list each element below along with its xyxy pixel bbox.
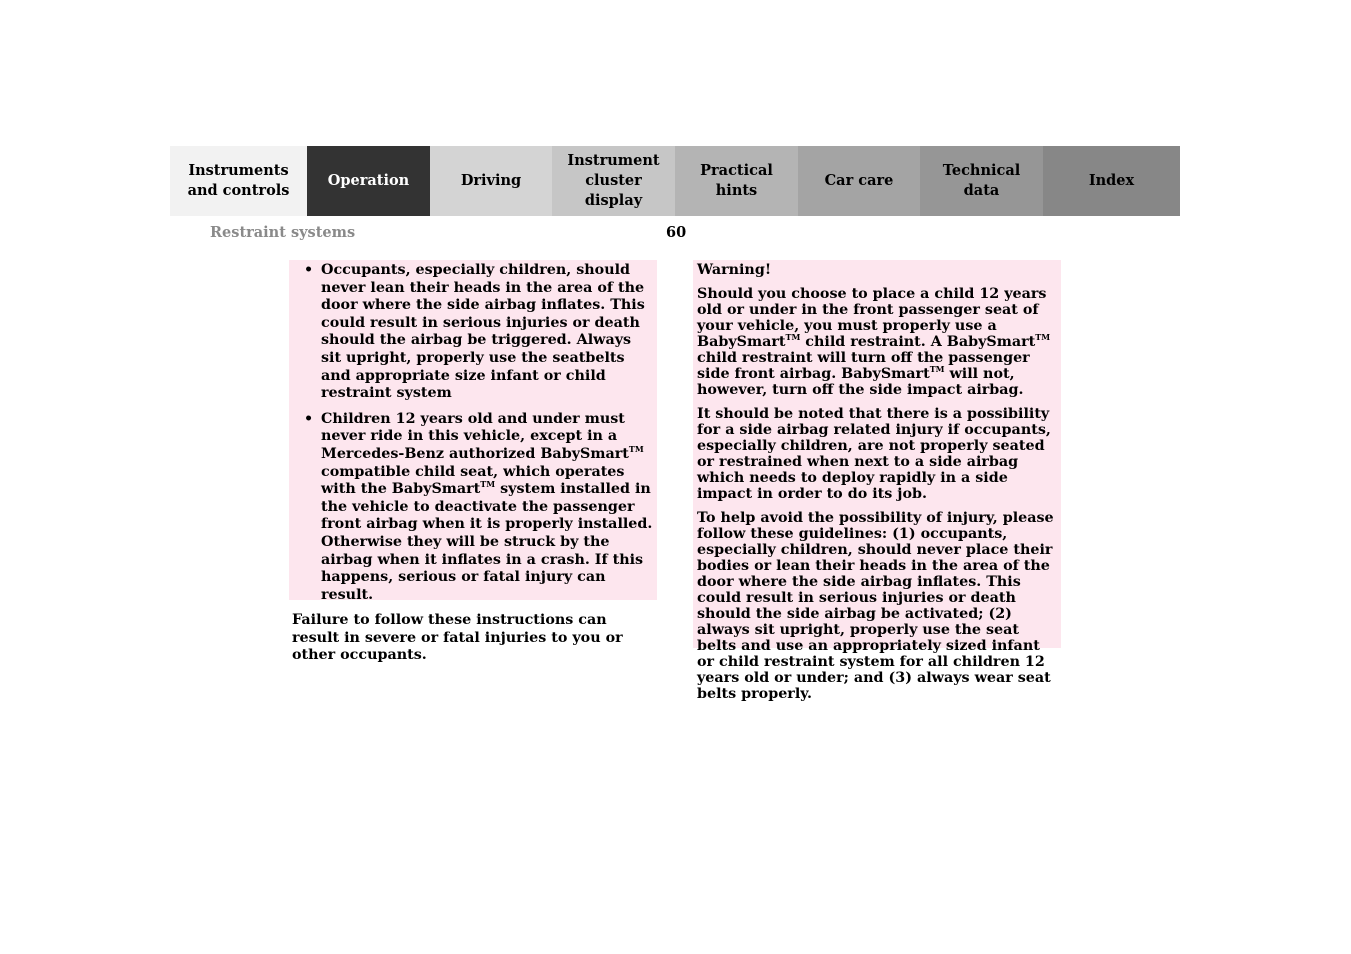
tab-operation[interactable] xyxy=(307,146,430,216)
warning-paragraph-3: To help avoid the possibility of injury, please follow these guidelines: (1) occupants, especially children, should never place their bodies or lean their heads in the area of the door where the side airbag inflates. This could result in serious injuries or death should the side airbag be activated; (2) always sit upright, properly use the seat belts and use an appropriately sized infant or child restraint system for all children 12 years old or under; and (3) always wear seat belts properly. xyxy=(697,510,1054,702)
warning-heading: Warning! xyxy=(697,262,772,278)
section-title: Restraint systems xyxy=(210,224,356,241)
tab-instruments-and-controls[interactable] xyxy=(170,146,307,216)
text-run: system installed in the vehicle to deactivate the passenger front airbag when it is properly installed. Otherwise they will be struck by the airbag when it inflates in a crash. If this happens, serious or fatal injury can result. xyxy=(321,481,653,603)
tab-technical-data[interactable] xyxy=(920,146,1043,216)
warning-paragraph-2: It should be noted that there is a possibility for a side airbag related injury if occupants, especially children, are not properly seated or restrained when next to a side airbag which needs to deploy rapidly in a side impact in order to do its job. xyxy=(697,406,1051,502)
right-warning-box xyxy=(693,260,1061,702)
tab-label: Operation xyxy=(327,172,410,189)
text-run: Should you choose to place a child 12 years old or under in the front passenger seat of your vehicle, you must properly use a BabySmart xyxy=(697,286,1047,350)
text-run: compatible child seat, which operates with the BabySmart xyxy=(321,463,625,498)
tab-driving[interactable] xyxy=(430,146,552,216)
list-item xyxy=(292,262,653,403)
tab-label: Index xyxy=(1088,172,1135,189)
trademark-mark: TM xyxy=(929,364,945,374)
chapter-tab-bar xyxy=(170,146,1180,216)
text-run: child restraint will turn off the passenger side front airbag. BabySmart xyxy=(697,350,1030,382)
tab-label: Driving xyxy=(460,172,522,189)
bullet-icon: • xyxy=(304,410,314,427)
text-run: Children 12 years old and under must never ride in this vehicle, except in a Mercedes-Benz authorized BabySmart xyxy=(321,410,629,462)
tab-label: Technical data xyxy=(942,162,1021,199)
tab-instrument-cluster-display[interactable] xyxy=(552,146,675,216)
trademark-mark: TM xyxy=(785,332,801,342)
tab-car-care[interactable] xyxy=(798,146,920,216)
closing-paragraph: Failure to follow these instructions can result in severe or fatal injuries to you or other occupants. xyxy=(292,612,623,664)
bullet-text xyxy=(321,411,652,603)
tab-practical-hints[interactable] xyxy=(675,146,798,216)
left-warning-box xyxy=(289,260,657,664)
warning-paragraph-1 xyxy=(697,286,1057,398)
trademark-mark: TM xyxy=(628,443,644,454)
trademark-mark: TM xyxy=(1035,332,1051,342)
page-number: 60 xyxy=(666,224,687,241)
tab-label: Instruments and controls xyxy=(187,162,290,199)
tab-index[interactable] xyxy=(1043,146,1180,216)
bullet-text: Occupants, especially children, should never lean their heads in the area of the door where the side airbag inflates. This could result in serious injuries or death should the airbag be triggered. Always sit upright, properly use the seatbelts and appropriate size infant or child restraint system xyxy=(321,262,645,402)
tab-label: Instrument cluster display xyxy=(567,152,660,209)
tab-label: Car care xyxy=(824,172,894,189)
text-run: will not, however, turn off the side impact airbag. xyxy=(697,366,1024,398)
trademark-mark: TM xyxy=(480,479,496,490)
bullet-icon: • xyxy=(304,262,314,278)
tab-label: Practical hints xyxy=(700,162,773,199)
list-item xyxy=(292,411,653,605)
text-run: child restraint. A BabySmart xyxy=(800,334,1036,350)
